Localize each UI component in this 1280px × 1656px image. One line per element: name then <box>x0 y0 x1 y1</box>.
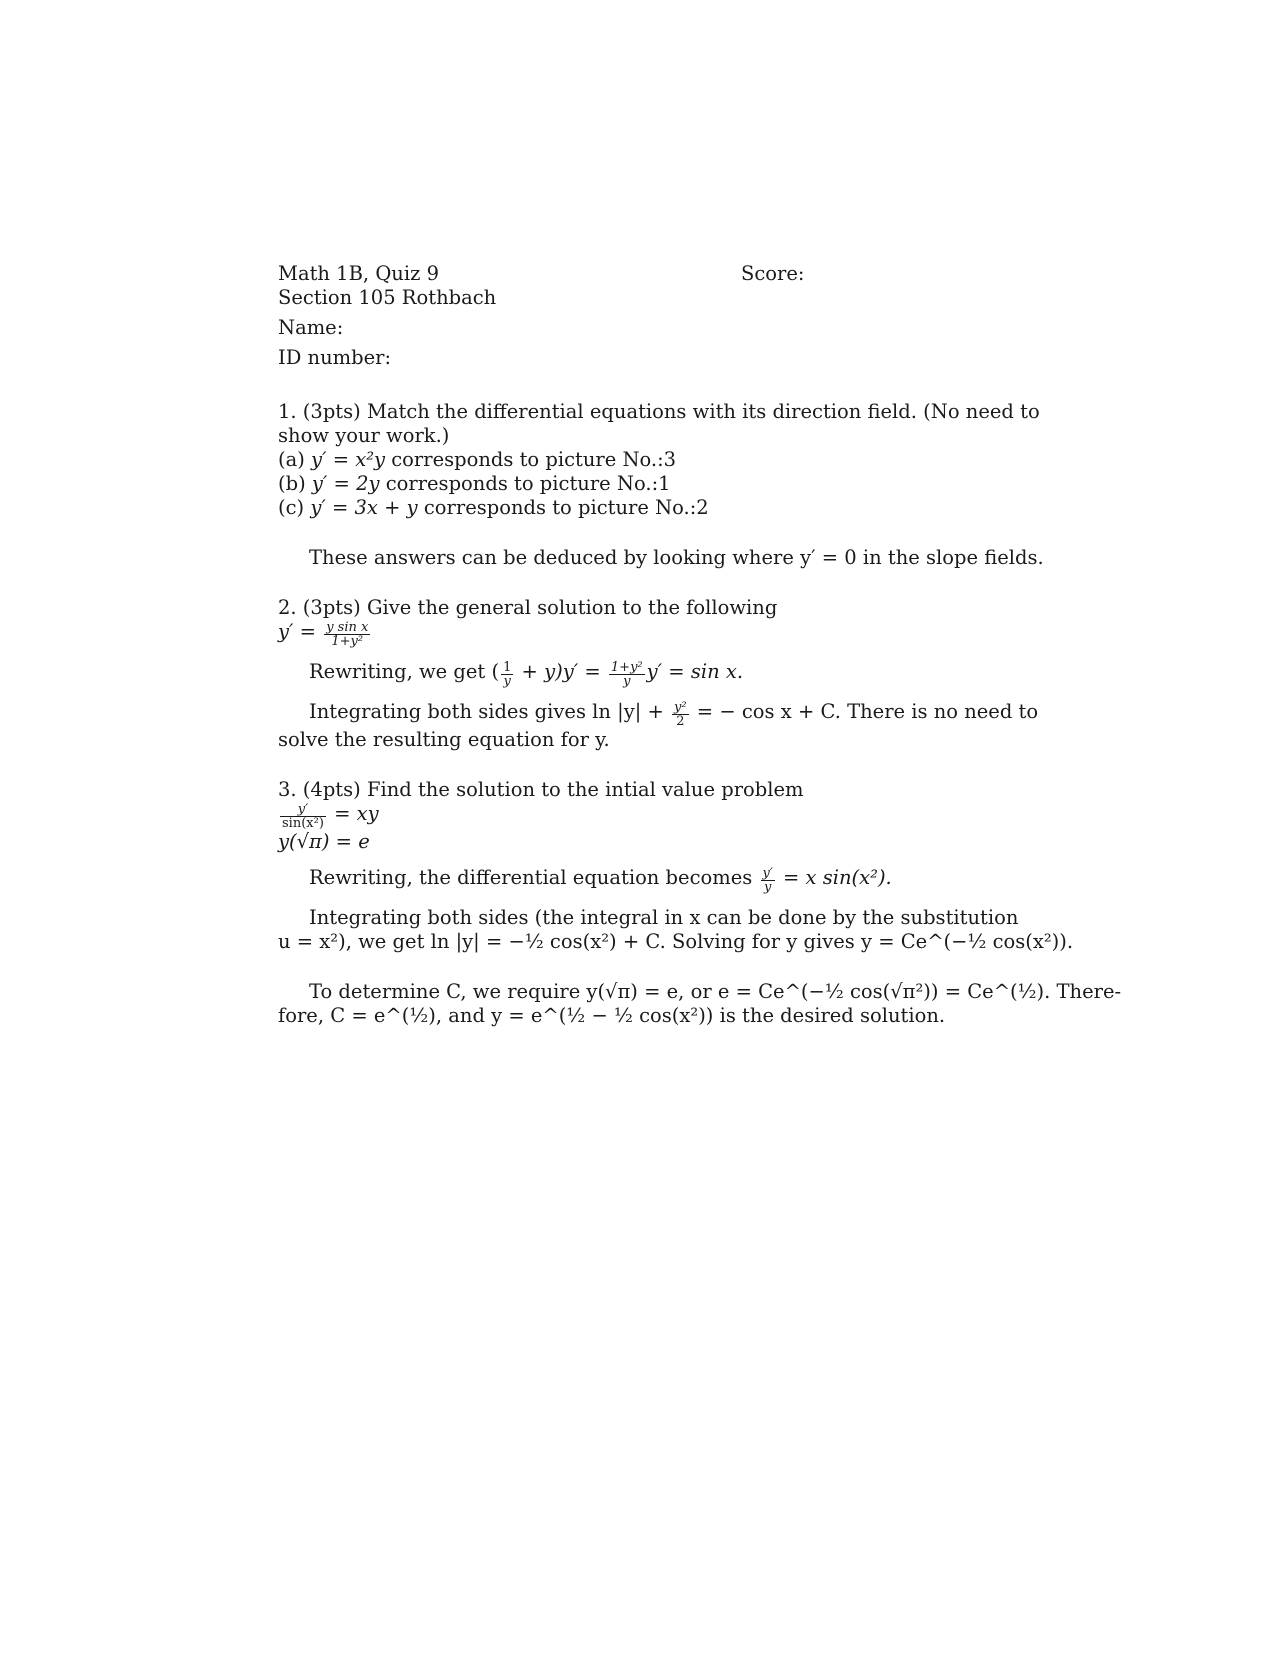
header-row <box>278 262 996 286</box>
q3-rewrite-end: = x sin(x²). <box>776 866 892 889</box>
q2-rewrite-frac1 <box>501 661 513 688</box>
q2-eq-numerator: y sin x <box>326 620 369 635</box>
q1-c-answer: corresponds to picture No.:2 <box>417 496 709 519</box>
q2-rewrite-mid: + y)y′ = <box>515 660 601 683</box>
q1-prompt-line1: 1. (3pts) Match the differential equations with its direction field. (No need to <box>278 400 1040 423</box>
q1-item-a <box>278 448 996 472</box>
q3-determine-line1: To determine C, we require y(√π) = e, or e = Ce^(−½ cos(√π²)) = Ce^(½). There- <box>309 980 1122 1003</box>
q3-integrate-line1: Integrating both sides (the integral in x can be done by the substitution <box>309 906 1019 929</box>
q1-b-answer: corresponds to picture No.:1 <box>379 472 671 495</box>
q2-integrate-line2: solve the resulting equation for y. <box>278 728 610 751</box>
q1-note: These answers can be deduced by looking where y′ = 0 in the slope fields. <box>309 546 1044 569</box>
q3-integrate-line2: u = x²), we get ln |y| = −½ cos(x²) + C. Solving for y gives y = Ce^(−½ cos(x²)). <box>278 930 1074 953</box>
q3-eq-fraction <box>280 803 326 830</box>
q3-rewrite-frac-num: y′ <box>762 866 773 881</box>
q3-eq-rhs: = xy <box>327 802 379 825</box>
q2-rewrite-frac2 <box>609 661 645 688</box>
q2-eq-lhs: y′ = <box>278 620 316 643</box>
q1-b-equation: y′ = 2y <box>311 472 380 495</box>
q2-rewrite <box>278 660 996 688</box>
q2-integrate-rest: = − cos x + C. There is no need to <box>690 700 1039 723</box>
q1-c-prefix: (c) <box>278 496 311 519</box>
q3-eq-numerator: y′ <box>280 803 326 817</box>
q2-rewrite-frac1-den: y <box>503 674 511 689</box>
course-title: Math 1B, Quiz 9 <box>278 262 439 285</box>
q2-integrate-frac-den: 2 <box>676 714 685 729</box>
quiz-page <box>278 262 1122 1028</box>
q2-integrate-frac-num: y² <box>674 700 687 715</box>
q2-eq-denominator: 1+y² <box>331 634 364 649</box>
q3-rewrite <box>278 866 996 894</box>
q2-prompt: 2. (3pts) Give the general solution to the following <box>278 596 778 619</box>
q1-b-prefix: (b) <box>278 472 312 495</box>
q3-rewrite-frac-den: y <box>763 880 772 895</box>
q3-determine-line2: fore, C = e^(½), and y = e^(½ − ½ cos(x²)) is the desired solution. <box>278 1004 946 1027</box>
score-label: Score: <box>741 262 805 285</box>
q3-initial-condition: y(√π) = e <box>278 830 370 853</box>
q2-rewrite-frac1-num: 1 <box>503 660 512 675</box>
q2-rewrite-text: Rewriting, we get ( <box>309 660 500 683</box>
q1-item-c <box>278 496 996 520</box>
q2-rewrite-end: y′ = sin x. <box>646 660 744 683</box>
q3-rewrite-frac <box>761 867 775 894</box>
q2-rewrite-frac2-den: y <box>623 674 631 689</box>
q2-eq-fraction <box>324 621 370 648</box>
q3-prompt: 3. (4pts) Find the solution to the intial value problem <box>278 778 804 801</box>
section-line: Section 105 Rothbach <box>278 286 497 309</box>
q2-integrate-text: Integrating both sides gives ln |y| + <box>309 700 664 723</box>
q1-item-b <box>278 472 996 496</box>
id-label: ID number: <box>278 346 392 369</box>
q2-integrate-frac <box>672 701 689 728</box>
q2-integrate <box>278 700 1039 729</box>
q1-a-equation: y′ = x²y <box>311 448 386 471</box>
q2-rewrite-frac2-num: 1+y² <box>610 660 643 675</box>
q1-c-equation: y′ = 3x + y <box>310 496 418 519</box>
q3-equation <box>278 802 996 830</box>
q3-rewrite-text: Rewriting, the differential equation becomes <box>309 866 753 889</box>
q1-a-prefix: (a) <box>278 448 312 471</box>
q1-prompt-line2: show your work.) <box>278 424 450 447</box>
q1-a-answer: corresponds to picture No.:3 <box>385 448 677 471</box>
q2-equation <box>278 620 996 648</box>
name-label: Name: <box>278 316 344 339</box>
q3-eq-denominator: sin(x²) <box>282 816 324 831</box>
